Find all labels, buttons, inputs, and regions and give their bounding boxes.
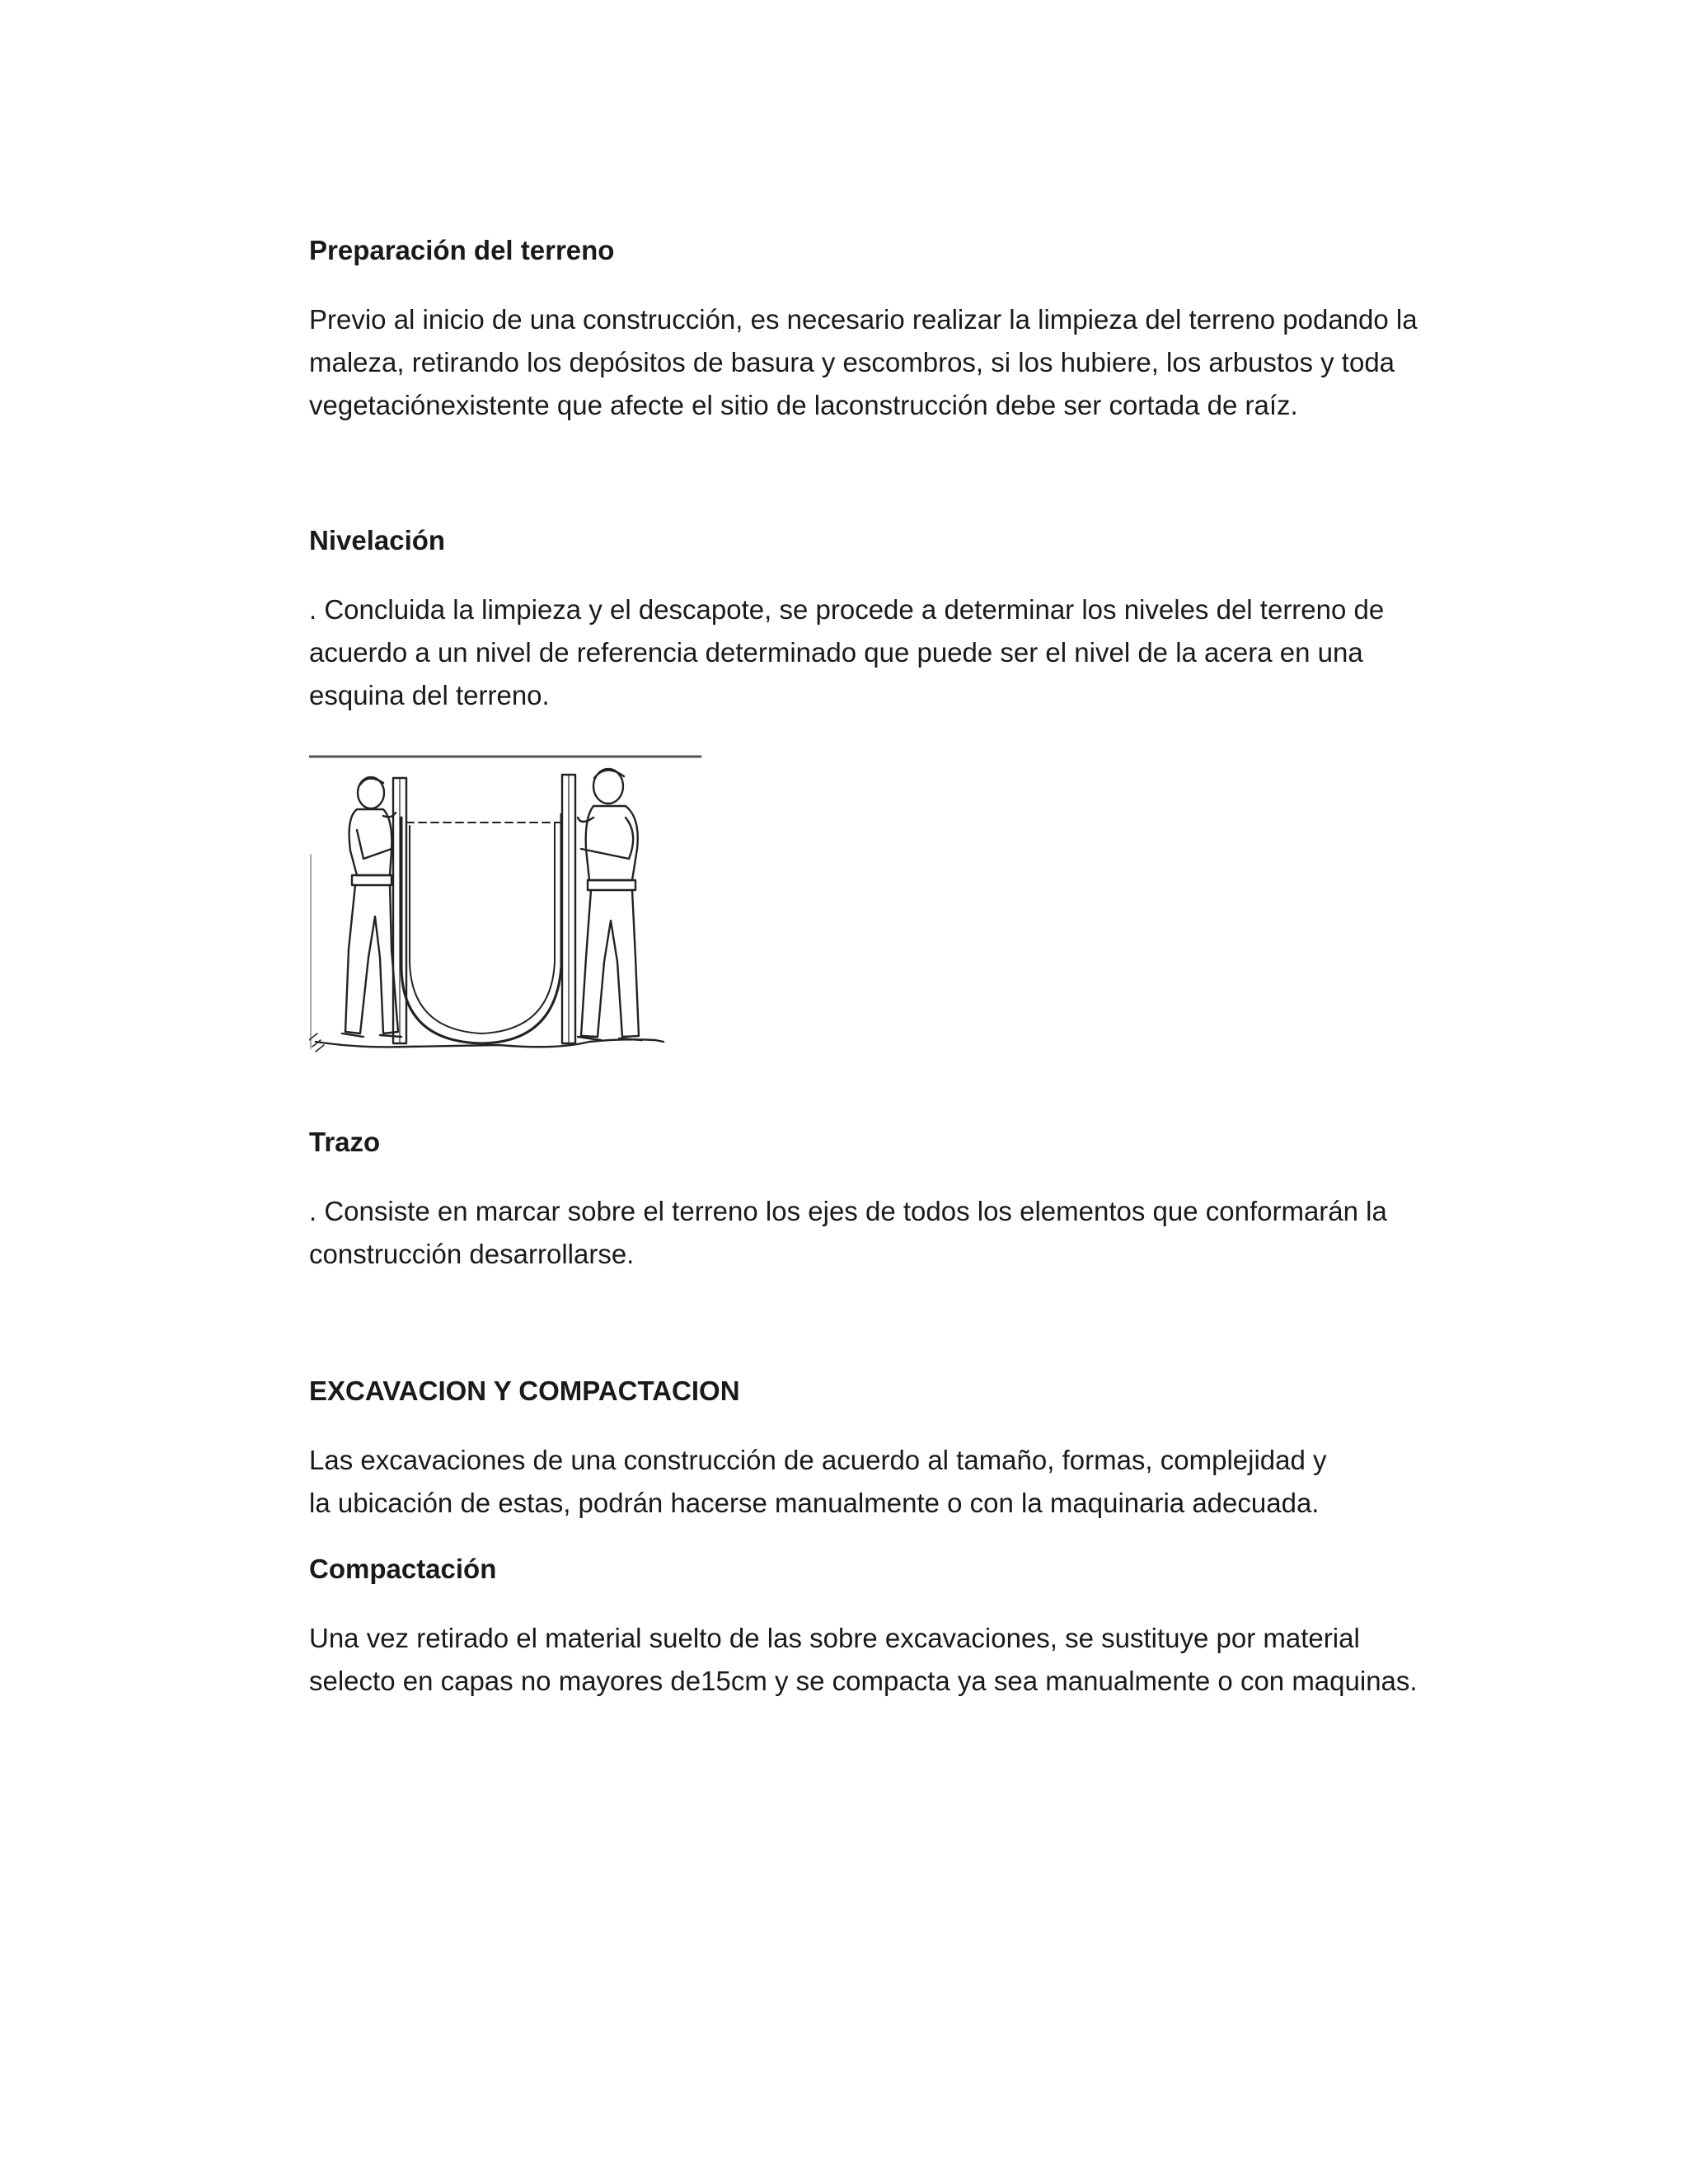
paragraph-trazo: [309, 1190, 1387, 1276]
paragraph-compactacion: [309, 1617, 1418, 1703]
paragraph-line: Previo al inicio de una construcción, es necesario realizar la limpieza del terreno podando la: [309, 304, 1418, 335]
heading-excavacion: EXCAVACION Y COMPACTACION: [309, 1376, 740, 1406]
paragraph-excavacion: [309, 1439, 1327, 1525]
paragraph-nivelacion: [309, 588, 1384, 717]
paragraph-line: maleza, retirando los depósitos de basura y escombros, si los hubiere, los arbustos y toda: [309, 347, 1395, 377]
paragraph-line: Una vez retirado el material suelto de las sobre excavaciones, se sustituye por material: [309, 1623, 1360, 1653]
paragraph-line: . Concluida la limpieza y el descapote, se procede a determinar los niveles del terreno de: [309, 594, 1385, 625]
paragraph-preparacion: [309, 298, 1418, 427]
water-level-leveling-illustration-icon: [309, 752, 713, 1081]
heading-nivelacion: Nivelación: [309, 525, 446, 555]
paragraph-line: la ubicación de estas, podrán hacerse manualmente o con la maquinaria adecuada.: [309, 1488, 1320, 1518]
heading-trazo: Trazo: [309, 1127, 381, 1157]
paragraph-line: Las excavaciones de una construcción de acuerdo al tamaño, formas, complejidad y: [309, 1445, 1327, 1475]
paragraph-line: vegetaciónexistente que afecte el sitio de laconstrucción debe ser cortada de raíz.: [309, 390, 1298, 420]
paragraph-line: construcción desarrollarse.: [309, 1239, 635, 1269]
paragraph-line: acuerdo a un nivel de referencia determinado que puede ser el nivel de la acera en una: [309, 637, 1363, 668]
paragraph-line: . Consiste en marcar sobre el terreno los ejes de todos los elementos que conformarán la: [309, 1196, 1387, 1226]
heading-preparacion: Preparación del terreno: [309, 235, 615, 265]
paragraph-line: esquina del terreno.: [309, 680, 550, 710]
heading-compactacion: Compactación: [309, 1554, 497, 1584]
paragraph-line: selecto en capas no mayores de15cm y se compacta ya sea manualmente o con maquinas.: [309, 1666, 1418, 1696]
